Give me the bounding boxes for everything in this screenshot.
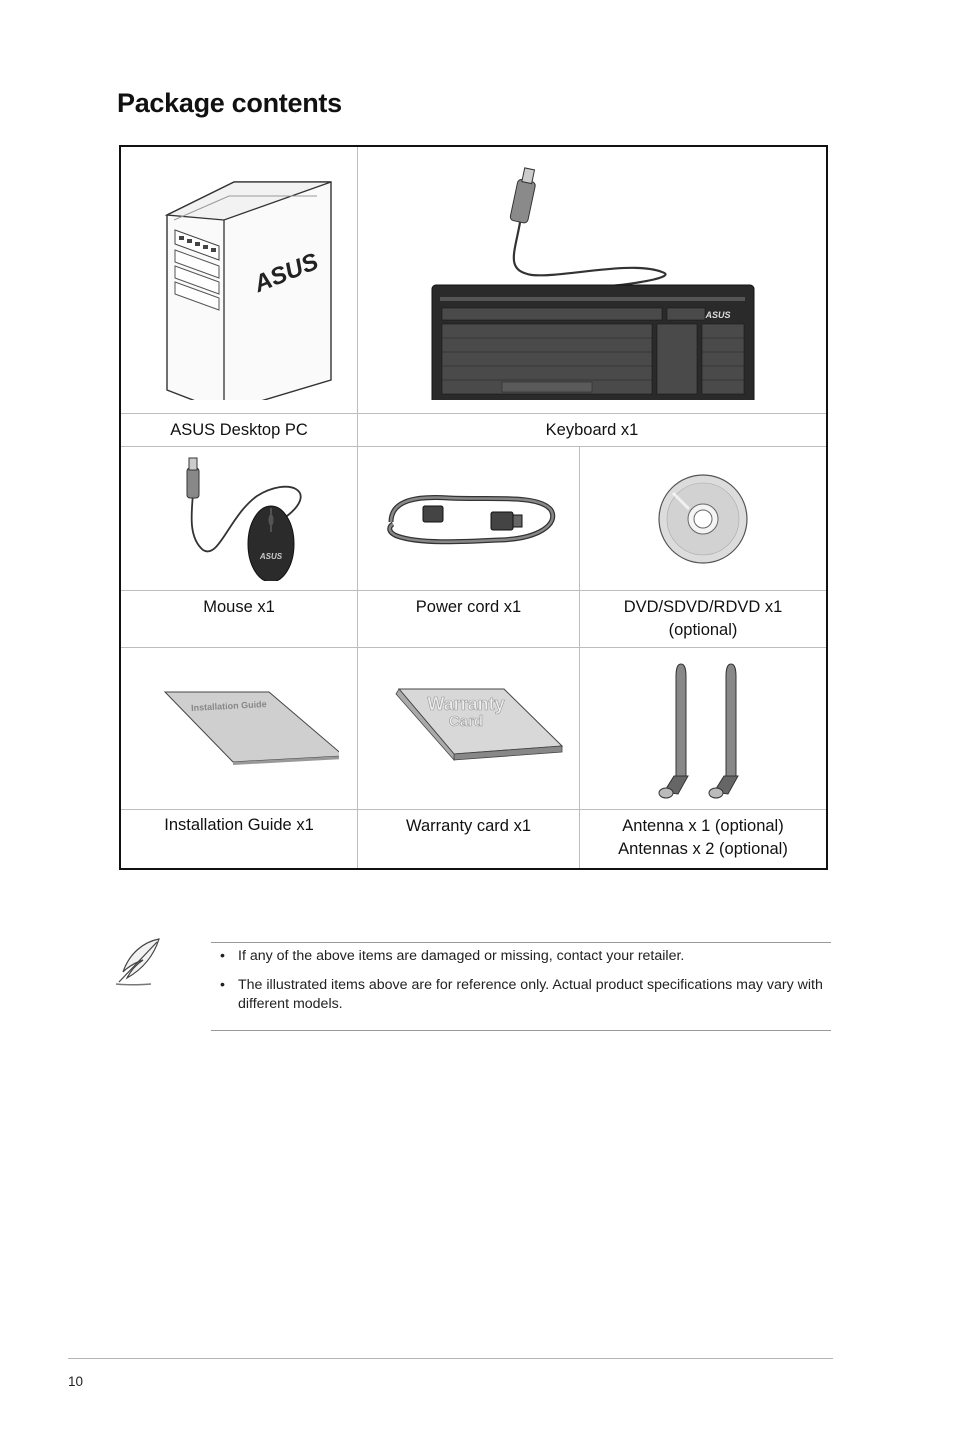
- keyboard-label: Keyboard x1: [545, 421, 639, 439]
- desktop-pc-image-cell: [121, 147, 357, 413]
- note-item-text: If any of the above items are damaged or missing, contact your retailer.: [238, 948, 685, 964]
- installation-guide-label: Installation Guide x1: [164, 816, 314, 834]
- warranty-card-cover-text-2: Card: [448, 712, 483, 730]
- disc-image-cell: [580, 447, 826, 590]
- note-top-rule: [211, 942, 831, 943]
- disc-label-line: DVD/SDVD/RDVD x1: [623, 598, 783, 616]
- note-item: [220, 976, 835, 1014]
- page-number: 10: [68, 1374, 84, 1389]
- page-title: Package contents: [117, 88, 342, 118]
- row-divider: [121, 413, 826, 414]
- antenna-image-cell: [580, 648, 826, 809]
- note-bullet: •: [220, 948, 225, 964]
- warranty-card-cover-text-1: Warranty: [426, 693, 505, 714]
- disc-image: [653, 469, 753, 569]
- desktop-pc-label: ASUS Desktop PC: [170, 421, 308, 439]
- power-cord-label: Power cord x1: [415, 598, 522, 616]
- keyboard-image-cell: [358, 147, 826, 413]
- mouse-image: [169, 456, 309, 581]
- warranty-card-label: Warranty card x1: [405, 817, 531, 835]
- note-bottom-rule: [211, 1030, 831, 1031]
- antenna-label: [580, 815, 826, 861]
- mouse-image-cell: [121, 447, 357, 590]
- antenna-image: [648, 656, 758, 801]
- mouse-brand-logo: ASUS: [259, 552, 283, 561]
- note-bullet: •: [220, 977, 225, 993]
- keyboard-image: [422, 160, 762, 400]
- row-divider: [121, 809, 826, 810]
- antenna-label-line-1: Antenna x 1 (optional): [622, 817, 784, 835]
- power-cord-image-cell: [358, 447, 579, 590]
- desktop-pc-tower-image: [139, 160, 339, 400]
- disc-label-note: (optional): [668, 621, 738, 639]
- warranty-card-image-cell: [358, 648, 579, 809]
- disc-label: [580, 596, 826, 642]
- installation-guide-image-cell: [121, 648, 357, 809]
- note-icon-wrap: [113, 936, 165, 995]
- package-contents-table: [119, 145, 828, 870]
- desktop-pc-brand-logo: ASUS: [250, 248, 323, 299]
- note-list: [220, 947, 835, 1024]
- power-cord-image: [379, 484, 559, 554]
- mouse-label: Mouse x1: [203, 598, 275, 616]
- installation-guide-image: [139, 684, 339, 774]
- feather-quill-icon: [113, 936, 165, 990]
- installation-guide-cover-text: Installation Guide: [190, 698, 267, 713]
- keyboard-brand-logo: ASUS: [705, 310, 731, 320]
- note-item: [220, 947, 835, 966]
- warranty-card-image: [374, 684, 564, 774]
- note-item-text: The illustrated items above are for reference only. Actual product specifications may vary with different models.: [238, 977, 823, 1012]
- antenna-label-line-2: Antennas x 2 (optional): [618, 840, 788, 858]
- row-divider: [121, 590, 826, 591]
- footer-rule: [68, 1358, 833, 1359]
